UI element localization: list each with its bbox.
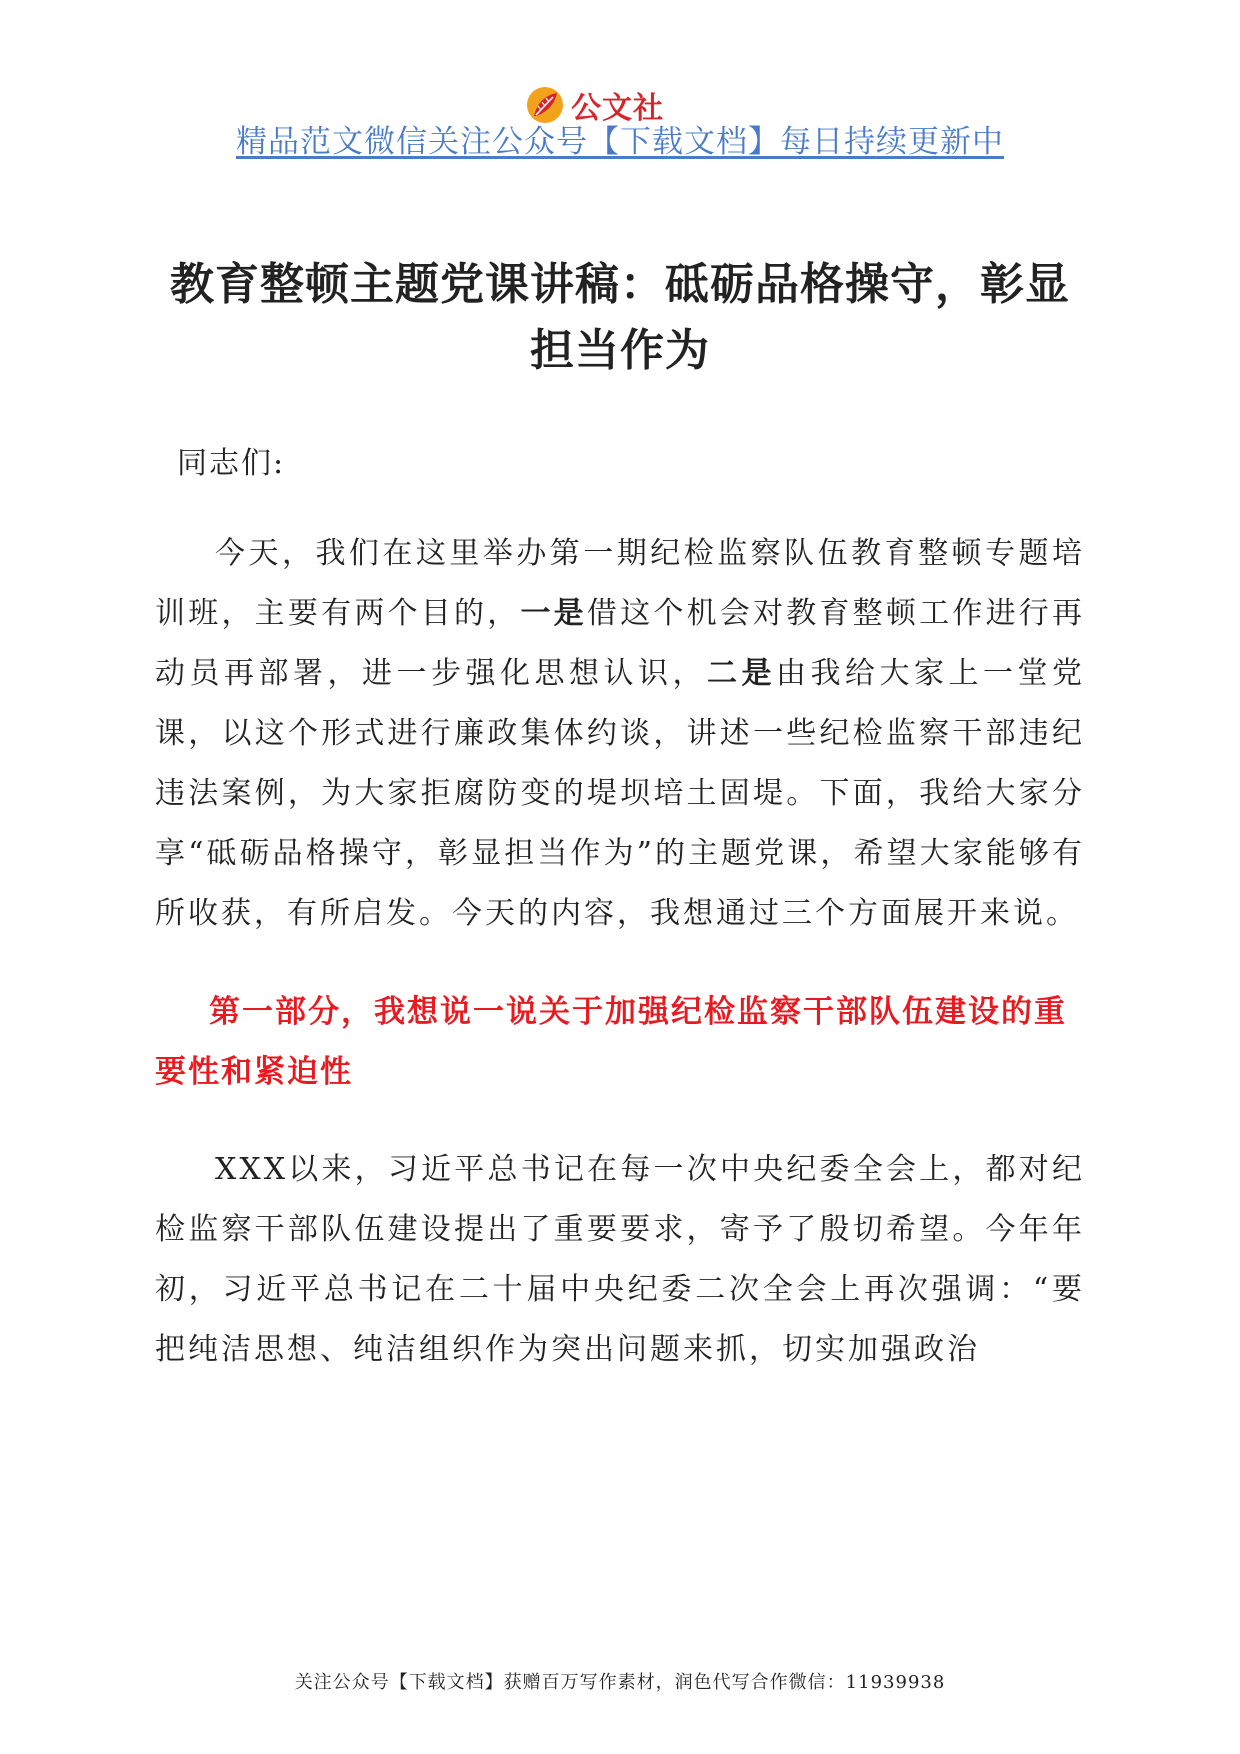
greeting: 同志们:: [177, 446, 286, 481]
document-body: [155, 434, 1085, 1380]
logo-text: 公文社: [571, 91, 664, 126]
intro-text-3: 由我给大家上一堂党课，以这个形式进行廉政集体约谈，讲述一些纪检监察干部违纪违法案例，为大家拒腐防变的堤坝培土固堤。下面，我给大家分享“砥砺品格操守，彰显担当作为”的主题党课，希望大家能够有所收获，有所启发。今天的内容，我想通过三个方面展开来说。: [155, 656, 1085, 931]
intro-bold-2: 二是: [707, 656, 776, 691]
page-footer: 关注公众号【下载文档】获赠百万写作素材，润色代写合作微信：11939938: [294, 1672, 946, 1693]
document-title: 教育整顿主题党课讲稿：砥砺品格操守，彰显担当作为: [170, 259, 1070, 376]
section-1-heading: 第一部分，我想说一说关于加强纪检监察干部队伍建设的重要性和紧迫性: [155, 994, 1067, 1090]
intro-bold-1: 一是: [520, 596, 587, 631]
intro-text-1: 今天，我们在这里举办第一期纪检监察队伍教育整顿专题培训班，主要有两个目的，: [155, 536, 1085, 631]
promo-banner-link[interactable]: 精品范文微信关注公众号【下载文档】每日持续更新中: [236, 124, 1004, 160]
section-1-paragraph: XXX以来，习近平总书记在每一次中央纪委全会上，都对纪检监察干部队伍建设提出了重要要求，寄予了殷切希望。今年年初，习近平总书记在二十届中央纪委二次全会上再次强调：“要把纯洁思想、纯洁组织作为突出问题来抓，切实加强政治: [155, 1152, 1085, 1367]
intro-text-2: 借这个机会对教育整顿工作进行再动员再部署，进一步强化思想认识，: [155, 596, 1086, 691]
intro-paragraph: [155, 524, 1085, 944]
